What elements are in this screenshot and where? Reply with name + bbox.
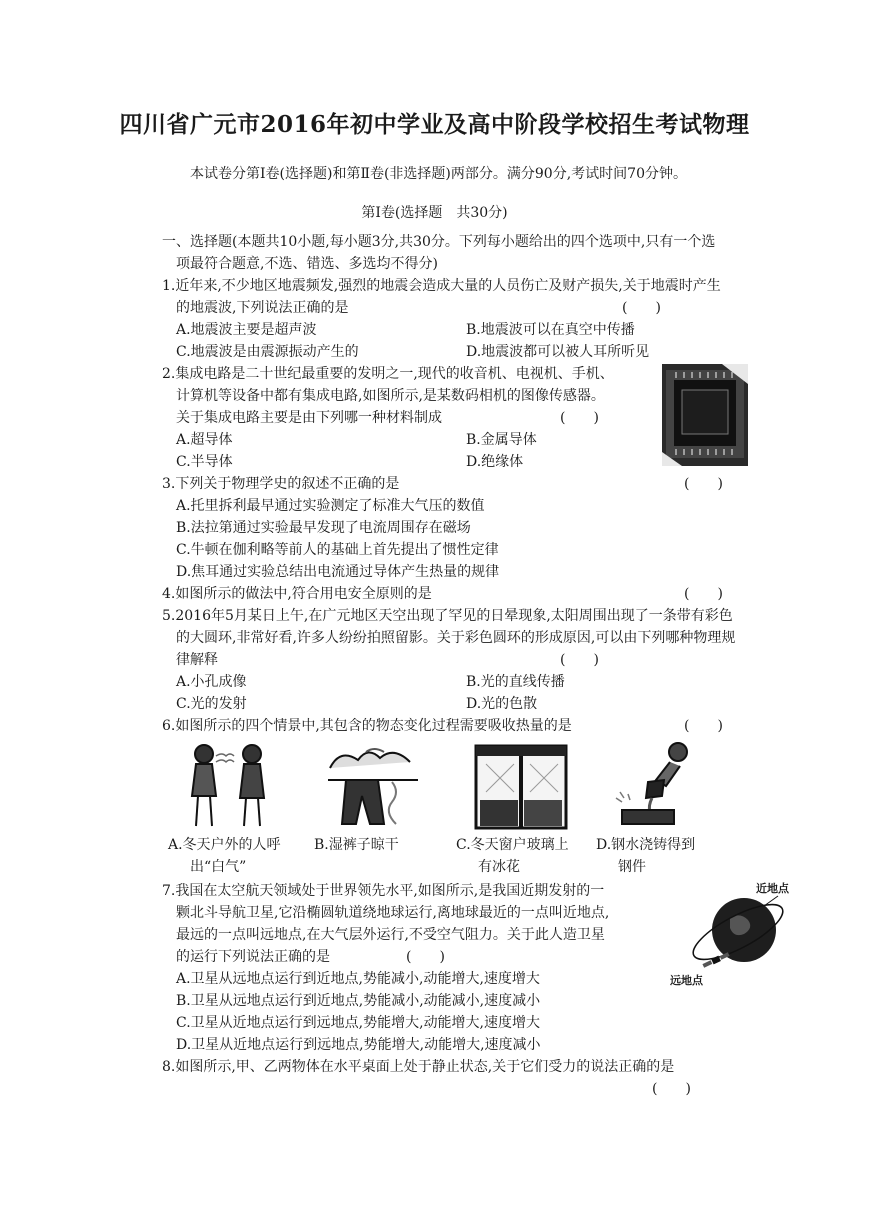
q5-stem: 5.2016年5月某日上午,在广元地区天空出现了罕见的日晕现象,太阳周围出现了一条带有彩色 xyxy=(162,608,733,624)
q8-stem: 8.如图所示,甲、乙两物体在水平桌面上处于静止状态,关于它们受力的说法正确的是 xyxy=(162,1059,675,1075)
q6-stem: 6.如图所示的四个情景中,其包含的物态变化过程需要吸收热量的是 xyxy=(162,718,572,734)
q5-answer-blank: ( ) xyxy=(560,652,599,668)
q7-option-a: A.卫星从远地点运行到近地点,势能减小,动能增大,速度增大 xyxy=(176,971,540,987)
q8-answer-blank: ( ) xyxy=(652,1081,691,1097)
q6-caption-a-line1: A.冬天户外的人呼 xyxy=(168,837,281,853)
q5-option-a: A.小孔成像 xyxy=(176,674,247,690)
q5-stem-cont2: 律解释 xyxy=(176,652,218,668)
q1-stem: 1.近年来,不少地区地震频发,强烈的地震会造成大量的人员伤亡及财产损失,关于地震时产生 xyxy=(162,278,721,294)
page-title: 四川省广元市2016年初中学业及高中阶段学校招生考试物理 xyxy=(119,111,750,138)
image-sensor-chip-figure xyxy=(662,364,748,466)
q7-stem-cont: 颗北斗导航卫星,它沿椭圆轨道绕地球运行,离地球最近的一点叫近地点, xyxy=(176,905,610,921)
q5-option-d: D.光的色散 xyxy=(466,696,538,712)
q6-caption-d-line1: D.钢水浇铸得到 xyxy=(596,837,696,853)
satellite-orbit-figure xyxy=(682,888,792,974)
q6-caption-c-line2: 有冰花 xyxy=(478,859,520,875)
q5-option-c: C.光的发射 xyxy=(176,696,247,712)
q7-stem: 7.我国在太空航天领域处于世界领先水平,如图所示,是我国近期发射的一 xyxy=(162,883,605,899)
drying-pants-figure xyxy=(326,744,420,828)
q3-answer-blank: ( ) xyxy=(684,476,723,492)
q1-answer-blank: ( ) xyxy=(622,300,661,316)
q7-stem-cont2: 最远的一点叫远地点,在大气层外运行,不受空气阻力。关于此人造卫星 xyxy=(176,927,605,943)
near-point-label: 近地点 xyxy=(756,882,789,895)
q7-answer-blank: ( ) xyxy=(406,949,445,965)
q3-option-c: C.牛顿在伽利略等前人的基础上首先提出了惯性定律 xyxy=(176,542,499,558)
q2-option-c: C.半导体 xyxy=(176,454,233,470)
steel-casting-figure xyxy=(608,740,694,830)
far-point-label: 远地点 xyxy=(670,974,703,987)
q3-option-a: A.托里拆利最早通过实验测定了标准大气压的数值 xyxy=(176,498,485,514)
part1-instructions-cont: 项最符合题意,不选、错选、多选均不得分) xyxy=(176,256,438,272)
q5-stem-cont: 的大圆环,非常好看,许多人纷纷拍照留影。关于彩色圆环的形成原因,可以由下列哪种物理规 xyxy=(176,630,736,646)
q3-stem: 3.下列关于物理学史的叙述不正确的是 xyxy=(162,476,400,492)
q4-stem: 4.如图所示的做法中,符合用电安全原则的是 xyxy=(162,586,432,602)
q6-caption-a-line2: 出“白气” xyxy=(190,859,247,875)
q2-option-a: A.超导体 xyxy=(176,432,233,448)
q3-option-d: D.焦耳通过实验总结出电流通过导体产生热量的规律 xyxy=(176,564,500,580)
q2-option-b: B.金属导体 xyxy=(466,432,537,448)
winter-people-breath-figure xyxy=(182,740,274,832)
q7-option-c: C.卫星从近地点运行到远地点,势能增大,动能增大,速度增大 xyxy=(176,1015,541,1031)
q6-answer-blank: ( ) xyxy=(684,718,723,734)
q1-option-c: C.地震波是由震源振动产生的 xyxy=(176,344,359,360)
q1-option-b: B.地震波可以在真空中传播 xyxy=(466,322,635,338)
q5-option-b: B.光的直线传播 xyxy=(466,674,565,690)
part1-instructions: 一、选择题(本题共10小题,每小题3分,共30分。下列每小题给出的四个选项中,只有一个选 xyxy=(162,234,716,250)
q2-stem: 2.集成电路是二十世纪最重要的发明之一,现代的收音机、电视机、手机、 xyxy=(162,366,614,382)
q2-answer-blank: ( ) xyxy=(560,410,599,426)
q1-option-d: D.地震波都可以被人耳所听见 xyxy=(466,344,650,360)
q7-option-d: D.卫星从近地点运行到远地点,势能增大,动能增大,速度减小 xyxy=(176,1037,541,1053)
q1-stem-cont: 的地震波,下列说法正确的是 xyxy=(176,300,349,316)
q4-answer-blank: ( ) xyxy=(684,586,723,602)
q1-option-a: A.地震波主要是超声波 xyxy=(176,322,317,338)
q7-stem-cont3: 的运行下列说法正确的是 xyxy=(176,949,330,965)
q3-option-b: B.法拉第通过实验最早发现了电流周围存在磁场 xyxy=(176,520,471,536)
section-heading: 第Ⅰ卷(选择题 共30分) xyxy=(361,205,508,221)
q2-option-d: D.绝缘体 xyxy=(466,454,524,470)
q6-caption-d-line2: 钢件 xyxy=(618,859,646,875)
q7-option-b: B.卫星从远地点运行到近地点,势能减小,动能减小,速度减小 xyxy=(176,993,541,1009)
q2-stem-cont2: 关于集成电路主要是由下列哪一种材料制成 xyxy=(176,410,442,426)
q6-caption-b: B.湿裤子晾干 xyxy=(314,837,399,853)
exam-intro: 本试卷分第Ⅰ卷(选择题)和第Ⅱ卷(非选择题)两部分。满分90分,考试时间70分钟。 xyxy=(190,166,687,182)
q2-stem-cont: 计算机等设备中都有集成电路,如图所示,是某数码相机的图像传感器。 xyxy=(176,388,605,404)
frosted-window-figure xyxy=(474,744,568,830)
q6-caption-c-line1: C.冬天窗户玻璃上 xyxy=(456,837,569,853)
